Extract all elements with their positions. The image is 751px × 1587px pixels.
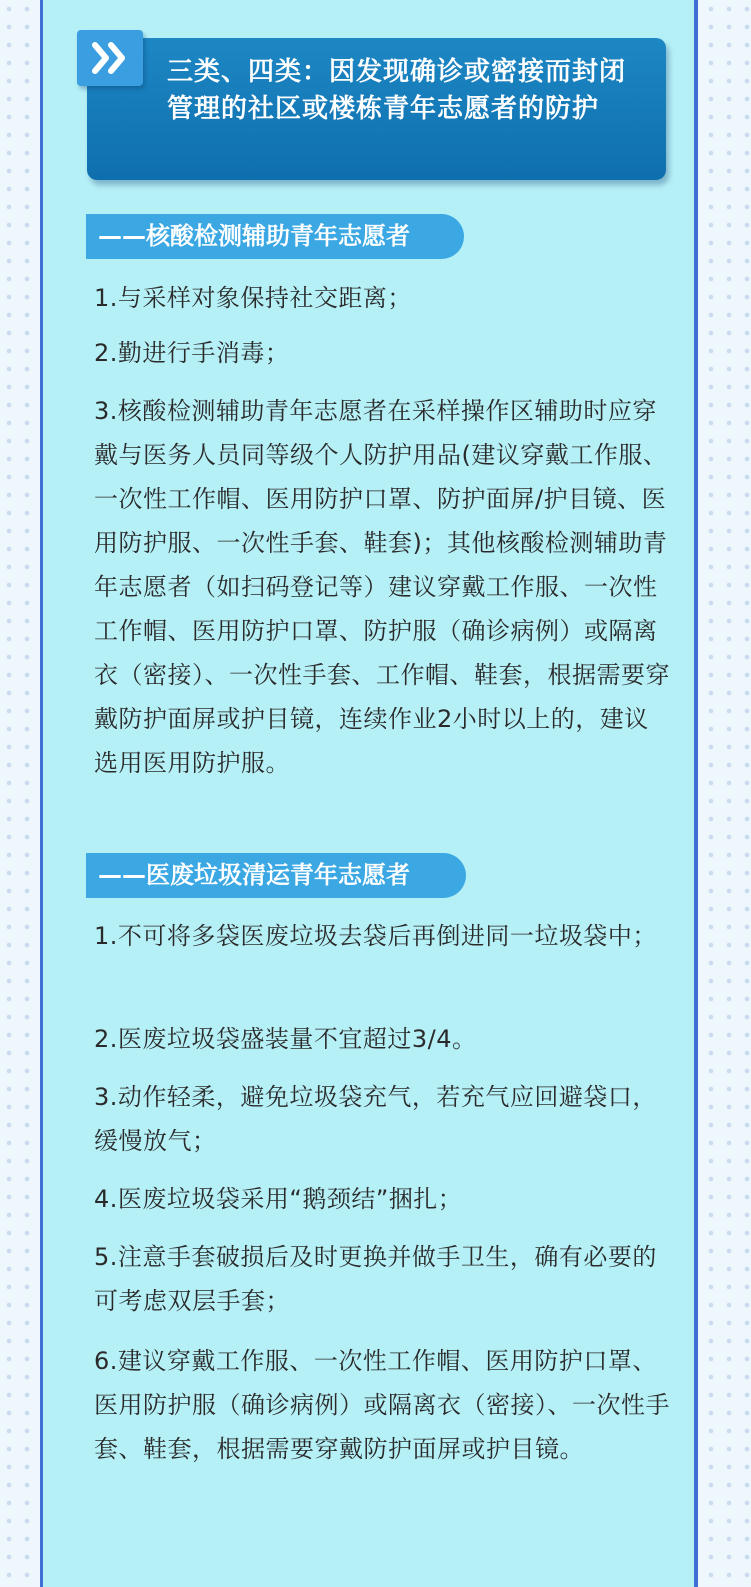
section-title-nucleic-acid: ——核酸检测辅助青年志愿者	[86, 214, 464, 259]
list-item: 5.注意手套破损后及时更换并做手卫生，确有必要的可考虑双层手套；	[94, 1243, 657, 1315]
list-item: 1.与采样对象保持社交距离；	[94, 284, 412, 312]
page-title: 三类、四类：因发现确诊或密接而封闭管理的社区或楼栋青年志愿者的防护	[167, 57, 627, 124]
double-chevron-right-icon	[77, 30, 143, 86]
header-banner	[87, 38, 666, 180]
list-item: 2.医废垃圾袋盛装量不宜超过3/4。	[94, 1025, 477, 1053]
section-title-medical-waste: ——医废垃圾清运青年志愿者	[86, 853, 466, 898]
list-item: 2.勤进行手消毒；	[94, 339, 290, 367]
list-item: 1.不可将多袋医废垃圾去袋后再倒进同一垃圾袋中；	[94, 922, 657, 950]
list-item: 4.医废垃圾袋采用“鹅颈结”捆扎；	[94, 1185, 463, 1213]
list-item: 6.建议穿戴工作服、一次性工作帽、医用防护口罩、医用防护服（确诊病例）或隔离衣（密接）、一次性手套、鞋套，根据需要穿戴防护面屏或护目镜。	[94, 1347, 670, 1463]
list-item: 3.动作轻柔，避免垃圾袋充气，若充气应回避袋口，缓慢放气；	[94, 1083, 657, 1155]
list-item: 3.核酸检测辅助青年志愿者在采样操作区辅助时应穿戴与医务人员同等级个人防护用品(建议穿戴工作服、一次性工作帽、医用防护口罩、防护面屏/护目镜、医用防护服、一次性手套、鞋套)；其他核酸检测辅助青年志愿者（如扫码登记等）建议穿戴工作服、一次性工作帽、医用防护口罩、防护服（确诊病例）或隔离衣（密接）、一次性手套、工作帽、鞋套，根据需要穿戴防护面屏或护目镜，连续作业2小时以上的，建议选用医用防护服。	[94, 397, 670, 777]
